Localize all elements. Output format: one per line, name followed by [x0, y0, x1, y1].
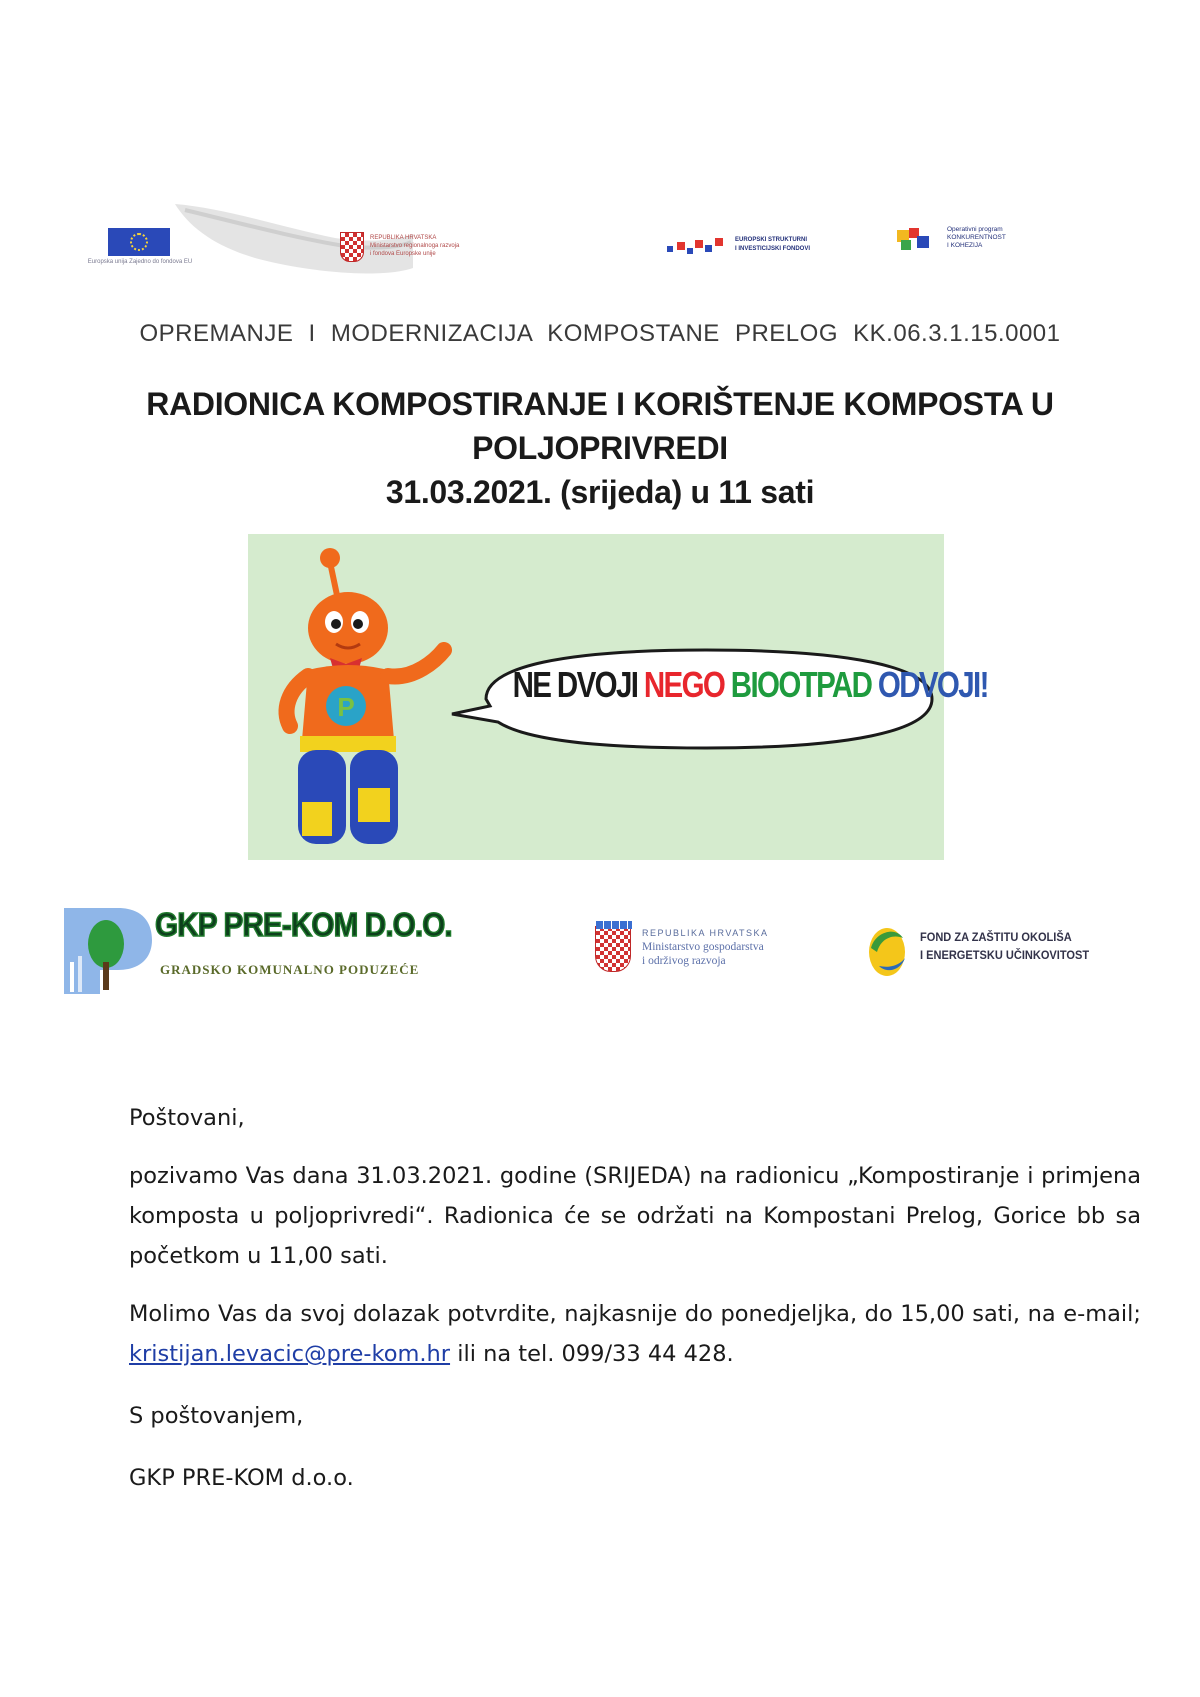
fund-emblem-icon — [865, 920, 909, 980]
title-line-1: RADIONICA KOMPOSTIRANJE I KORIŠTENJE KOMPOSTA U — [146, 386, 1054, 422]
letter-signature: GKP PRE-KOM d.o.o. — [129, 1465, 354, 1491]
workshop-title — [50, 382, 1150, 514]
ministry-regional-line: i fondova Europske unije — [370, 251, 436, 257]
eu-logo — [80, 228, 200, 286]
prekom-subtitle: GRADSKO KOMUNALNO PODUZEĆE — [160, 962, 420, 977]
esi-mark-icon — [665, 236, 735, 256]
ministry-regional-line: Ministarstvo regionalnoga razvoja — [370, 243, 460, 249]
ministry-regional-line: REPUBLIKA HRVATSKA — [370, 235, 437, 241]
ministry-line: i održivog razvoja — [642, 955, 726, 967]
letter-paragraph-invite: pozivamo Vas dana 31.03.2021. godine (SRIJEDA) na radionicu „Kompostiranje i primjena komposta u poljoprivredi“. Radionica će se održati na Kompostani Prelog, Gorice bb sa početkom u 11,00 sati. — [129, 1163, 1141, 1269]
gkp-prekom-logo — [60, 900, 452, 1000]
fund-line: I ENERGETSKU UČINKOVITOST — [920, 948, 1090, 962]
prekom-tree-icon — [60, 902, 156, 998]
esi-funds-logo — [665, 230, 875, 270]
letter-paragraph-rsvp — [129, 1294, 1141, 1374]
rsvp-phone-text: ili na tel. 099/33 44 428. — [450, 1341, 734, 1367]
rsvp-text: Molimo Vas da svoj dolazak potvrdite, najkasnije do ponedjeljka, do 15,00 sati, na e-mail; — [129, 1301, 1141, 1327]
eu-logo-text: Europska unija Zajedno do fondova EU — [87, 259, 193, 265]
op-line: Operativni program — [947, 226, 1003, 233]
ministry-regional-logo — [340, 232, 640, 272]
ministry-line: Ministarstvo gospodarstva — [642, 941, 764, 953]
op-line: KONKURENTNOST — [947, 234, 1006, 241]
op-competitiveness-logo — [895, 224, 1095, 264]
slogan-word: NEGO — [643, 664, 725, 705]
op-mark-icon — [895, 226, 935, 252]
title-date: 31.03.2021. (srijeda) u 11 sati — [385, 474, 815, 510]
environmental-fund-logo — [865, 920, 1145, 982]
op-line: I KOHEZIJA — [947, 242, 983, 249]
esi-funds-line: I INVESTICIJSKI FONDOVI — [735, 246, 811, 252]
esi-funds-line: EUROPSKI STRUKTURNI — [735, 237, 808, 243]
fund-line: FOND ZA ZAŠTITU OKOLIŠA — [920, 930, 1072, 944]
letter-closing: S poštovanjem, — [129, 1403, 304, 1429]
slogan-word: NE DVOJI — [512, 664, 638, 705]
prekom-name: GKP PRE-KOM D.O.O. — [155, 906, 452, 943]
croatian-coat-of-arms-icon — [595, 926, 631, 972]
ministry-line: REPUBLIKA HRVATSKA — [642, 928, 769, 938]
slogan-word: BIOOTPAD — [730, 664, 872, 705]
letter-greeting: Poštovani, — [129, 1105, 245, 1131]
mascot-letter: P — [337, 692, 355, 722]
slogan-word: ODVOJI! — [877, 664, 988, 705]
eu-flag-icon — [108, 228, 170, 256]
campaign-slogan — [512, 664, 988, 706]
mascot-illustration — [258, 540, 468, 858]
email-link[interactable]: kristijan.levacic@pre-kom.hr — [129, 1341, 451, 1367]
invitation-letter — [129, 1098, 1141, 1498]
ministry-economy-logo — [595, 924, 845, 980]
title-line-2: POLJOPRIVREDI — [472, 430, 728, 466]
campaign-banner — [248, 534, 988, 860]
funding-logo-strip — [80, 190, 1120, 290]
project-code-line: OPREMANJE I MODERNIZACIJA KOMPOSTANE PRELOG KK.06.3.1.15.0001 — [139, 320, 1061, 347]
croatian-coat-of-arms-icon — [340, 232, 364, 262]
